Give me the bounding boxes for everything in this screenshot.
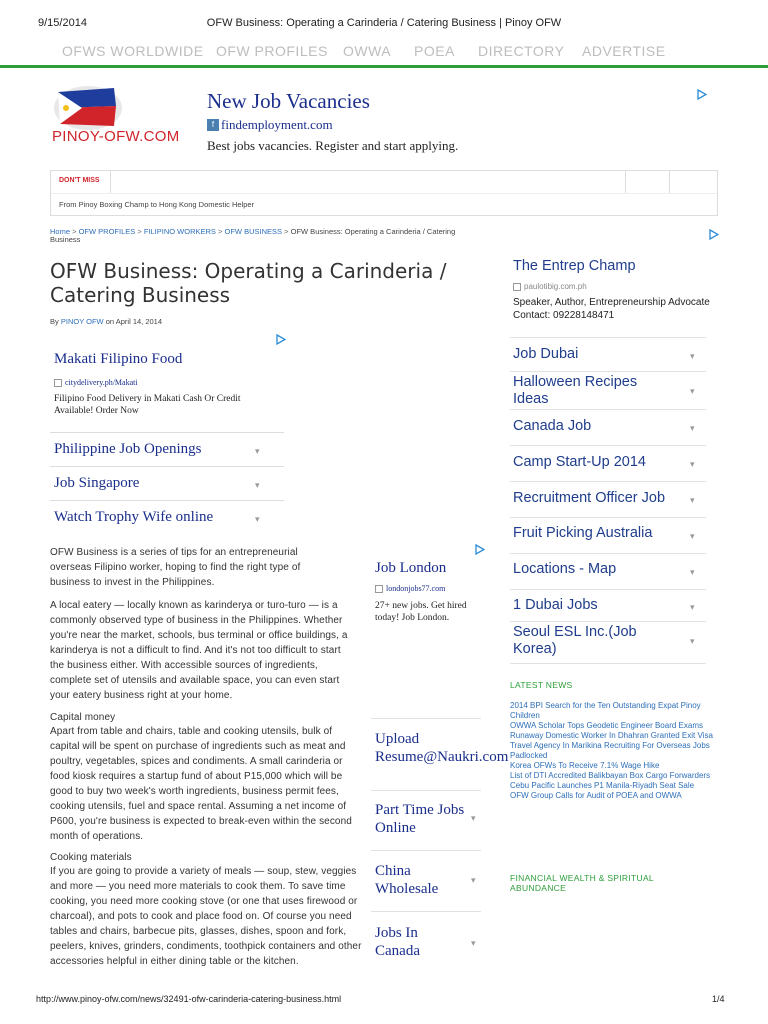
right-ad-link-label: Halloween Recipes Ideas bbox=[513, 374, 638, 407]
chevron-down-icon: ▾ bbox=[471, 938, 476, 948]
site-favicon-icon: f bbox=[207, 119, 219, 131]
news-link[interactable]: 2014 BPI Search for the Ten Outstanding Expat Pinoy Children bbox=[510, 701, 701, 720]
news-link[interactable]: OWWA Scholar Tops Geodetic Engineer Board Exams bbox=[510, 721, 703, 730]
breadcrumb-sep: > bbox=[72, 227, 77, 236]
adchoices-icon[interactable] bbox=[276, 334, 286, 345]
left-ad-desc: Filipino Food Delivery in Makati Cash Or Credit Available! Order Now bbox=[54, 394, 241, 416]
site-logo[interactable] bbox=[52, 82, 192, 152]
breadcrumb bbox=[50, 228, 480, 244]
news-link[interactable]: List of DTI Accredited Balikbayan Box Cargo Forwarders bbox=[510, 771, 711, 780]
mid-ad-link-label: Jobs In Canada bbox=[375, 925, 420, 959]
right-ad-link-label: Locations - Map bbox=[513, 561, 617, 577]
right-ad-title[interactable]: The Entrep Champ bbox=[513, 258, 636, 274]
breadcrumb-sep: > bbox=[137, 227, 142, 236]
right-ad-url[interactable]: paulotibig.com.ph bbox=[524, 282, 587, 291]
breadcrumb-current: OFW Business: Operating a Carinderia / Catering Business bbox=[50, 227, 456, 244]
chevron-down-icon: ▾ bbox=[690, 636, 695, 646]
right-ad-link-5[interactable] bbox=[510, 482, 706, 518]
checkbox-icon bbox=[54, 379, 62, 387]
right-ad-link-label: Recruitment Officer Job bbox=[513, 490, 666, 506]
right-ad-link-label: Canada Job bbox=[513, 418, 592, 434]
mid-ad-link-3[interactable] bbox=[371, 851, 481, 912]
chevron-down-icon: ▾ bbox=[690, 351, 695, 361]
chevron-down-icon: ▾ bbox=[255, 446, 260, 456]
chevron-down-icon: ▾ bbox=[690, 602, 695, 612]
mid-ad-url[interactable]: londonjobs77.com bbox=[386, 584, 446, 593]
mid-ad-link-2[interactable] bbox=[371, 791, 481, 851]
chevron-down-icon: ▾ bbox=[471, 875, 476, 885]
print-title: OFW Business: Operating a Carinderia / Catering Business | Pinoy OFW bbox=[206, 17, 562, 29]
right-ad-link-label: Job Dubai bbox=[513, 346, 579, 362]
mid-ad-title[interactable]: Job London bbox=[375, 560, 447, 576]
nav-poea[interactable]: POEA bbox=[414, 43, 455, 59]
adchoices-icon[interactable] bbox=[475, 544, 485, 555]
philippine-flag-icon bbox=[52, 82, 122, 132]
right-ad-link-7[interactable] bbox=[510, 554, 706, 590]
right-ad-link-8[interactable] bbox=[510, 590, 706, 622]
article-paragraph: OFW Business is a series of tips for an entrepreneurial overseas Filipino worker, hoping to find the right type of business to invest in the Philippines. bbox=[50, 547, 301, 588]
right-ad-link-9[interactable] bbox=[510, 622, 706, 664]
left-ad-title[interactable]: Makati Filipino Food bbox=[54, 351, 183, 367]
mid-ad-url-row bbox=[375, 584, 445, 593]
right-ad-link-label: Fruit Picking Australia bbox=[513, 525, 653, 541]
news-link[interactable]: Runaway Domestic Worker In Dhahran Granted Exit Visa bbox=[510, 731, 713, 740]
print-footer-url: http://www.pinoy-ofw.com/news/32491-ofw-carinderia-catering-business.html bbox=[36, 994, 342, 1004]
chevron-down-icon: ▾ bbox=[690, 495, 695, 505]
right-ad-link-label: 1 Dubai Jobs bbox=[513, 597, 598, 613]
byline-by: By bbox=[50, 317, 59, 326]
right-ad-link-label: Seoul ESL Inc.(Job Korea) bbox=[513, 624, 637, 657]
left-ad-link-label: Watch Trophy Wife online bbox=[54, 509, 214, 525]
nav-advertise[interactable]: ADVERTISE bbox=[582, 43, 666, 59]
right-ad-desc: Speaker, Author, Entrepreneurship Advocate Contact: 09228148471 bbox=[513, 297, 710, 321]
print-date: 9/15/2014 bbox=[38, 17, 87, 29]
top-ad-title[interactable]: New Job Vacancies bbox=[207, 89, 370, 113]
breadcrumb-sep: > bbox=[218, 227, 223, 236]
print-footer-page: 1/4 bbox=[712, 994, 725, 1004]
section-heading-capital: Capital money bbox=[50, 712, 116, 723]
article-paragraph: Apart from table and chairs, table and cooking utensils, bulk of capital will be spent on purchase of ingredients such as meat and poultry, vegetables, spices and condiments. A small carinderia or food kiosk requires a startup fund of about P15,000 which will be good to buy two week's worth ingredients, business permit fees, cooking utensils, fuel and space rental. Assuming a net income of P600, you're business is expected to break-even within the second month of operations. bbox=[50, 726, 352, 842]
breadcrumb-ofw-business[interactable]: OFW BUSINESS bbox=[224, 227, 283, 236]
left-ad-url[interactable]: citydelivery.ph/Makati bbox=[65, 378, 138, 387]
top-ad-url-row bbox=[207, 118, 333, 132]
adchoices-icon[interactable] bbox=[697, 89, 707, 100]
adchoices-icon[interactable] bbox=[709, 229, 719, 240]
byline-author[interactable]: PINOY OFW bbox=[60, 317, 104, 326]
section-heading-cooking: Cooking materials bbox=[50, 852, 132, 863]
left-ad-link-label: Philippine Job Openings bbox=[54, 441, 202, 457]
chevron-down-icon: ▾ bbox=[471, 813, 476, 823]
checkbox-icon bbox=[513, 283, 521, 291]
left-ad-url-row bbox=[54, 378, 138, 387]
news-link[interactable]: Cebu Pacific Launches P1 Manila-Riyadh Seat Sale bbox=[510, 781, 695, 790]
breadcrumb-ofw-profiles[interactable]: OFW PROFILES bbox=[78, 227, 136, 236]
mid-ad-link-1[interactable] bbox=[371, 719, 509, 791]
news-link[interactable]: Travel Agency In Marikina Recruiting For Overseas Jobs Padlocked bbox=[510, 741, 710, 760]
main-nav bbox=[0, 40, 768, 68]
right-ad-link-1[interactable] bbox=[510, 338, 706, 372]
dont-miss-box bbox=[50, 170, 718, 216]
checkbox-icon bbox=[375, 585, 383, 593]
chevron-down-icon: ▾ bbox=[255, 514, 260, 524]
nav-owwa[interactable]: OWWA bbox=[343, 43, 392, 59]
dont-miss-label: DON'T MISS bbox=[59, 177, 100, 184]
latest-news-list bbox=[510, 701, 720, 801]
chevron-down-icon: ▾ bbox=[690, 459, 695, 469]
nav-ofw-profiles[interactable]: OFW PROFILES bbox=[216, 43, 328, 59]
news-link[interactable]: OFW Group Calls for Audit of POEA and OWWA bbox=[510, 791, 682, 800]
article-byline bbox=[50, 317, 162, 326]
mid-ad-link-label: Part Time Jobs Online bbox=[375, 802, 465, 836]
left-ad-link-1[interactable] bbox=[50, 432, 284, 466]
left-ad-link-3[interactable] bbox=[50, 500, 284, 534]
chevron-down-icon: ▾ bbox=[255, 480, 260, 490]
latest-news-heading: LATEST NEWS bbox=[510, 680, 573, 690]
right-ad-link-2[interactable] bbox=[510, 372, 706, 410]
top-ad-desc: Best jobs vacancies. Register and start applying. bbox=[207, 138, 459, 153]
article-paragraph: If you are going to provide a variety of meals — soup, stew, veggies and more — you need more materials to cook them. To save time cooking, you need more cooking stove (or one that uses firewood or charcoal), and pots to cook and place food on. Of course you need tables and chairs, barbecue pits, glasses, dishes, spoon and fork, peelers, knives, grinders, condiments, toothpick containers and other accessories helpful in either dining table or the kitchen. bbox=[50, 866, 362, 967]
breadcrumb-home[interactable]: Home bbox=[50, 227, 71, 236]
mid-ad-desc: 27+ new jobs. Get hired today! Job London. bbox=[375, 601, 467, 623]
right-ad-url-row bbox=[513, 282, 587, 291]
dont-miss-headline[interactable]: From Pinoy Boxing Champ to Hong Kong Domestic Helper bbox=[59, 200, 255, 209]
article-title: OFW Business: Operating a Carinderia / Catering Business bbox=[50, 259, 447, 307]
right-ad-link-4[interactable] bbox=[510, 446, 706, 482]
breadcrumb-sep: > bbox=[284, 227, 289, 236]
article-paragraph: A local eatery — locally known as karinderya or turo-turo — is a commonly observed type of business in the Philippines. Whether you're near the market, schools, bus terminal or office buildings, a karinderya is not a difficult to find. And it's not too difficult to start the business either. With accessible sources of ingredients, complete set of utensils and available space, you can even start your eatery business right at your home. bbox=[50, 600, 348, 701]
right-ad-link-label: Camp Start-Up 2014 bbox=[513, 454, 646, 470]
chevron-down-icon: ▾ bbox=[690, 567, 695, 577]
left-ad-link-label: Job Singapore bbox=[54, 475, 140, 491]
nav-directory[interactable]: DIRECTORY bbox=[478, 43, 565, 59]
chevron-down-icon: ▾ bbox=[690, 386, 695, 396]
financial-heading: FINANCIAL WEALTH & SPIRITUAL ABUNDANCE bbox=[510, 873, 654, 893]
logo-text: PINOY-OFW.COM bbox=[52, 128, 180, 145]
byline-date: on April 14, 2014 bbox=[105, 317, 163, 326]
chevron-down-icon: ▾ bbox=[690, 531, 695, 541]
right-ad-link-6[interactable] bbox=[510, 518, 706, 554]
chevron-down-icon: ▾ bbox=[690, 423, 695, 433]
top-ad-url[interactable]: findemployment.com bbox=[221, 117, 333, 132]
mid-ad-link-label: Upload Resume@Naukri.com bbox=[375, 731, 509, 765]
right-ad-link-3[interactable] bbox=[510, 410, 706, 446]
mid-ad-link-label: China Wholesale bbox=[375, 863, 439, 897]
news-link[interactable]: Korea OFWs To Receive 7.1% Wage Hike bbox=[510, 761, 660, 770]
mid-ad-link-4[interactable] bbox=[371, 912, 481, 972]
nav-ofws-worldwide[interactable]: OFWS WORLDWIDE bbox=[62, 43, 204, 59]
breadcrumb-filipino-workers[interactable]: FILIPINO WORKERS bbox=[143, 227, 216, 236]
left-ad-link-2[interactable] bbox=[50, 466, 284, 500]
